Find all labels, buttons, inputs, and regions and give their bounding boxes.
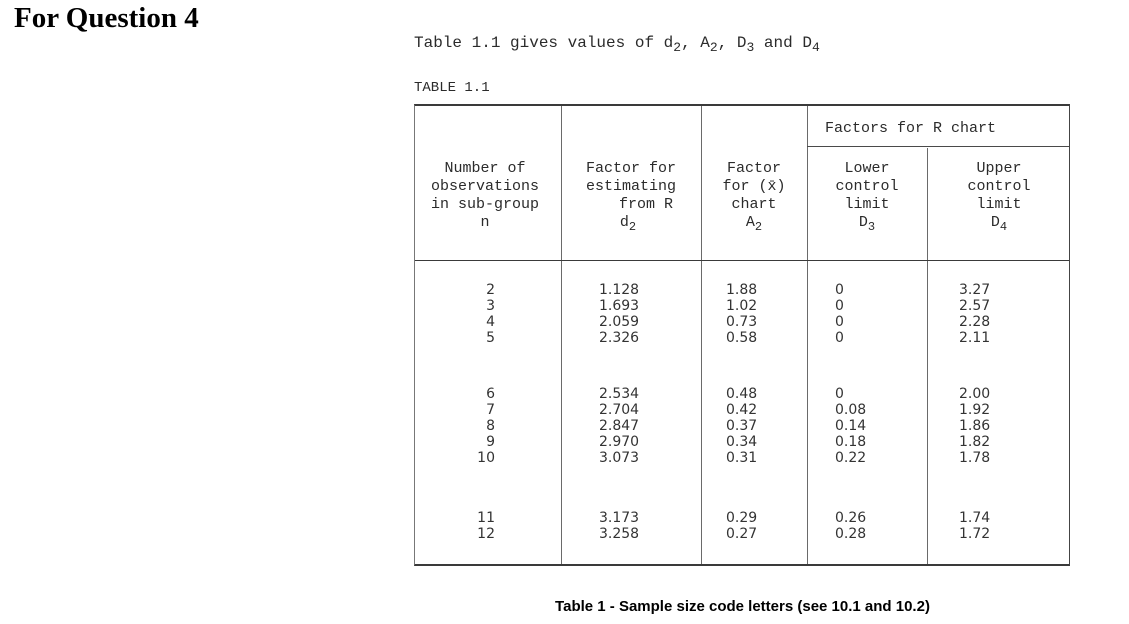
- table-cell: 11: [477, 510, 495, 526]
- intro-symbol-d3: $D_3$ and: [736, 34, 803, 55]
- table-cell: 1.92: [959, 402, 991, 418]
- table-intro-sentence: [414, 34, 820, 55]
- table-cell: 1.86: [959, 418, 991, 434]
- table-cell: 0.08: [835, 402, 867, 418]
- table-cell: 2.57: [959, 298, 991, 314]
- table-cell: 0: [835, 314, 844, 330]
- table-cell: 2.28: [959, 314, 991, 330]
- table-cell: 2.847: [599, 418, 640, 434]
- column-header-line: $D_3$: [858, 214, 876, 234]
- column-header-subscript: 2: [628, 220, 637, 234]
- table-cell: 12: [477, 526, 495, 542]
- table-cell: 0.22: [835, 450, 867, 466]
- column-header-subscript: 3: [867, 220, 876, 234]
- table-cell: 0.42: [726, 402, 758, 418]
- table-cell: 1.72: [959, 526, 991, 542]
- table-cell: 1.82: [959, 434, 991, 450]
- column-header-subscript: 2: [754, 220, 763, 234]
- intro-symbol-a2: $A_2$,: [700, 34, 737, 55]
- column-header-line: limit: [844, 196, 890, 213]
- table-cell: 1.88: [726, 282, 758, 298]
- column-header-line: Upper: [976, 160, 1022, 177]
- column-header-line: Number of: [444, 160, 526, 177]
- question-heading: For Question 4: [14, 2, 199, 34]
- table-cell: 3.27: [959, 282, 991, 298]
- table-cell: 3.073: [599, 450, 640, 466]
- table-cell: 0.28: [835, 526, 867, 542]
- table-cell: 9: [486, 434, 495, 450]
- table-cell: 7: [486, 402, 495, 418]
- column-header-line: control: [967, 178, 1031, 195]
- group-header-r-chart: Factors for R chart: [825, 120, 997, 137]
- table-cell: 1.128: [599, 282, 640, 298]
- table-cell: 1.02: [726, 298, 758, 314]
- column-header-1: [415, 160, 555, 232]
- column-header-line: $A_2$: [745, 214, 763, 234]
- table-cell: 1.74: [959, 510, 991, 526]
- table-cell: 0.31: [726, 450, 758, 466]
- table-cell: 2.11: [959, 330, 991, 346]
- column-header-line: observations: [430, 178, 540, 195]
- column-header-line: Factor: [726, 160, 781, 177]
- table-cell: 10: [477, 450, 495, 466]
- table-cell: 5: [486, 330, 495, 346]
- table-cell: 1.78: [959, 450, 991, 466]
- column-header-line: for (x̄): [722, 178, 786, 195]
- table-caption: Table 1 - Sample size code letters (see 10.1 and 10.2): [555, 598, 930, 615]
- column-header-line: Lower: [844, 160, 890, 177]
- table-cell: 2.970: [599, 434, 640, 450]
- table-cell: 2: [486, 282, 495, 298]
- table-cell: 3.258: [599, 526, 640, 542]
- table-cell: 0.58: [726, 330, 758, 346]
- column-header-line: control: [835, 178, 899, 195]
- column-header-line: Factor for: [585, 160, 676, 177]
- column-header-line: estimating: [585, 178, 676, 195]
- column-header-line: n: [480, 214, 490, 231]
- column-header-line: chart: [731, 196, 777, 213]
- column-header-line: in sub-group: [430, 196, 540, 213]
- table-cell: 3: [486, 298, 495, 314]
- table-cell: 1.693: [599, 298, 640, 314]
- table-cell: 6: [486, 386, 495, 402]
- column-header-4: [797, 160, 937, 236]
- table-cell: 2.00: [959, 386, 991, 402]
- table-cell: 0.73: [726, 314, 758, 330]
- table-cell: 2.534: [599, 386, 640, 402]
- column-header-2: [561, 160, 701, 236]
- control-chart-factors-table: [414, 104, 1070, 566]
- table-cell: 0.14: [835, 418, 867, 434]
- column-header-line: $D_4$: [990, 214, 1008, 234]
- table-cell: 4: [486, 314, 495, 330]
- table-cell: 0: [835, 386, 844, 402]
- table-cell: 0.27: [726, 526, 758, 542]
- intro-prefix: Table 1.1 gives values of: [414, 34, 664, 52]
- table-cell: 0.34: [726, 434, 758, 450]
- column-header-line: limit: [976, 196, 1022, 213]
- table-cell: 2.704: [599, 402, 640, 418]
- column-header-line: from R: [618, 196, 673, 213]
- table-cell: 2.059: [599, 314, 640, 330]
- intro-symbol-d2: $d_2$,: [663, 34, 701, 55]
- table-cell: 0.26: [835, 510, 867, 526]
- table-cell: 3.173: [599, 510, 640, 526]
- column-header-line: $d_2$: [619, 214, 637, 234]
- table-cell: 0.37: [726, 418, 758, 434]
- table-cell: 0: [835, 330, 844, 346]
- table-cell: 0.18: [835, 434, 867, 450]
- column-header-subscript: 4: [999, 220, 1008, 234]
- header-rule: [415, 260, 1069, 261]
- table-cell: 0: [835, 298, 844, 314]
- table-cell: 0: [835, 282, 844, 298]
- intro-symbol-d4: $D_4$: [802, 34, 820, 55]
- table-cell: 0.29: [726, 510, 758, 526]
- column-header-5: [929, 160, 1069, 236]
- group-header-rule: [807, 146, 1069, 147]
- table-cell: 0.48: [726, 386, 758, 402]
- table-cell: 8: [486, 418, 495, 434]
- table-cell: 2.326: [599, 330, 640, 346]
- table-label: TABLE 1.1: [414, 80, 490, 96]
